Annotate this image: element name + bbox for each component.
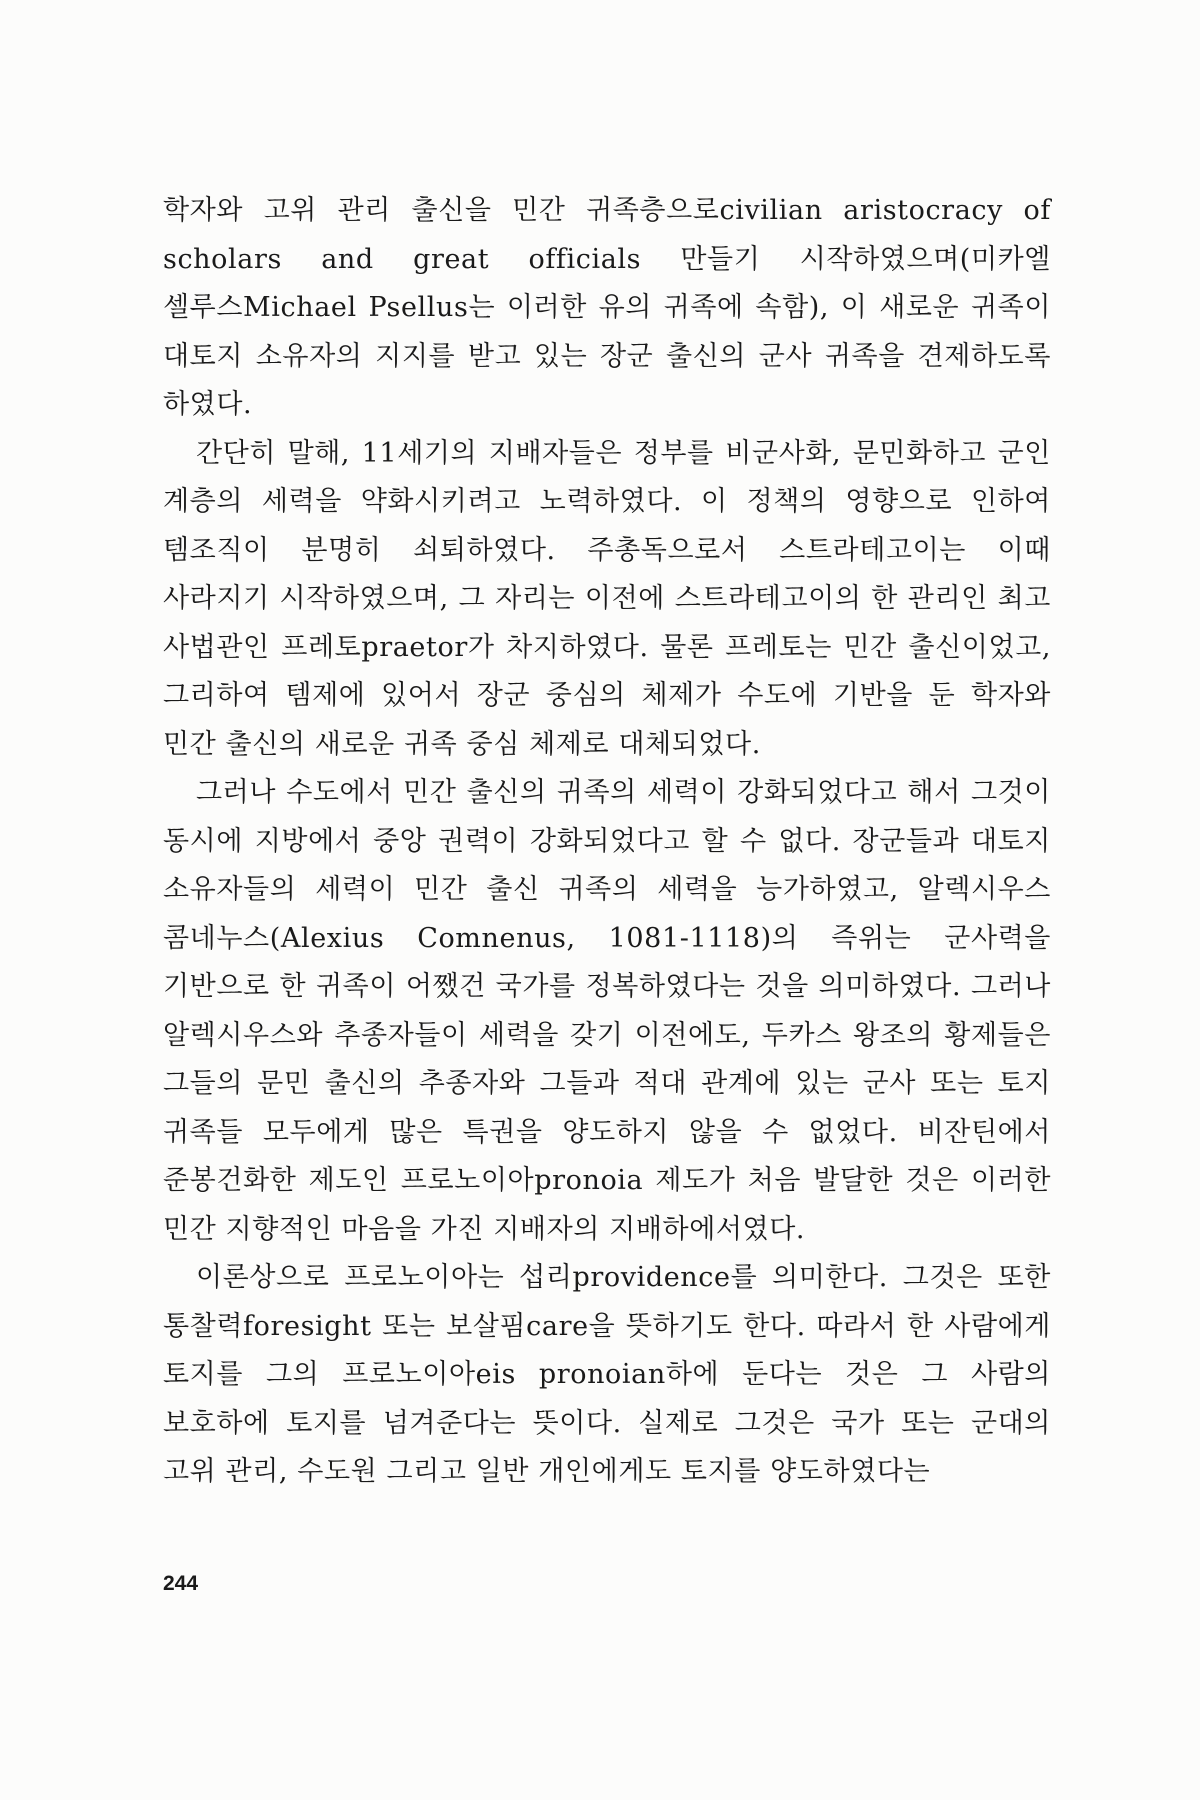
paragraph-3: 그러나 수도에서 민간 출신의 귀족의 세력이 강화되었다고 해서 그것이 동시에 지방에서 중앙 권력이 강화되었다고 할 수 없다. 장군들과 대토지 소유자들의 세력이 민간 출신 귀족의 세력을 능가하였고, 알렉시우스 콤네누스(Alexius Comnenus, 1081-1118)의 즉위는 군사력을 기반으로 한 귀족이 어쨌건 국가를 정복하였다는 것을 의미하였다. 그러나 알렉시우스와 추종자들이 세력을 갖기 이전에도, 두카스 왕조의 황제들은 그들의 문민 출신의 추종자와 그들과 적대 관계에 있는 군사 또는 토지 귀족들 모두에게 많은 특권을 양도하지 않을 수 없었다. 비잔틴에서 준봉건화한 제도인 프로노이아pronoia 제도가 처음 발달한 것은 이러한 민간 지향적인 마음을 가진 지배자의 지배하에서였다. [163,777,1051,1245]
page-number: 244 [163,1572,199,1595]
paragraph-2: 간단히 말해, 11세기의 지배자들은 정부를 비군사화, 문민화하고 군인 계층의 세력을 약화시키려고 노력하였다. 이 정책의 영향으로 인하여 템조직이 분명히 쇠퇴하였다. 주총독으로서 스트라테고이는 이때 사라지기 시작하였으며, 그 자리는 이전에 스트라테고이의 한 관리인 최고 사법관인 프레토praetor가 차지하였다. 물론 프레토는 민간 출신이었고, 그리하여 템제에 있어서 장군 중심의 체제가 수도에 기반을 둔 학자와 민간 출신의 새로운 귀족 중심 체제로 대체되었다. [163,437,1051,760]
paragraph-1: 학자와 고위 관리 출신을 민간 귀족층으로civilian aristocracy of scholars and great officials 만들기 시작하였으며(미카엘 셀루스Michael Psellus는 이러한 유의 귀족에 속함), 이 새로운 귀족이 대토지 소유자의 지지를 받고 있는 장군 출신의 군사 귀족을 견제하도록 하였다. [163,195,1051,420]
body-text [163,187,1051,1497]
paragraph-4: 이론상으로 프로노이아는 섭리providence를 의미한다. 그것은 또한 통찰력foresight 또는 보살핌care을 뜻하기도 한다. 따라서 한 사람에게 토지를 그의 프로노이아eis pronoian하에 둔다는 것은 그 사람의 보호하에 토지를 넘겨준다는 뜻이다. 실제로 그것은 국가 또는 군대의 고위 관리, 수도원 그리고 일반 개인에게도 토지를 양도하였다는 [163,1262,1051,1487]
